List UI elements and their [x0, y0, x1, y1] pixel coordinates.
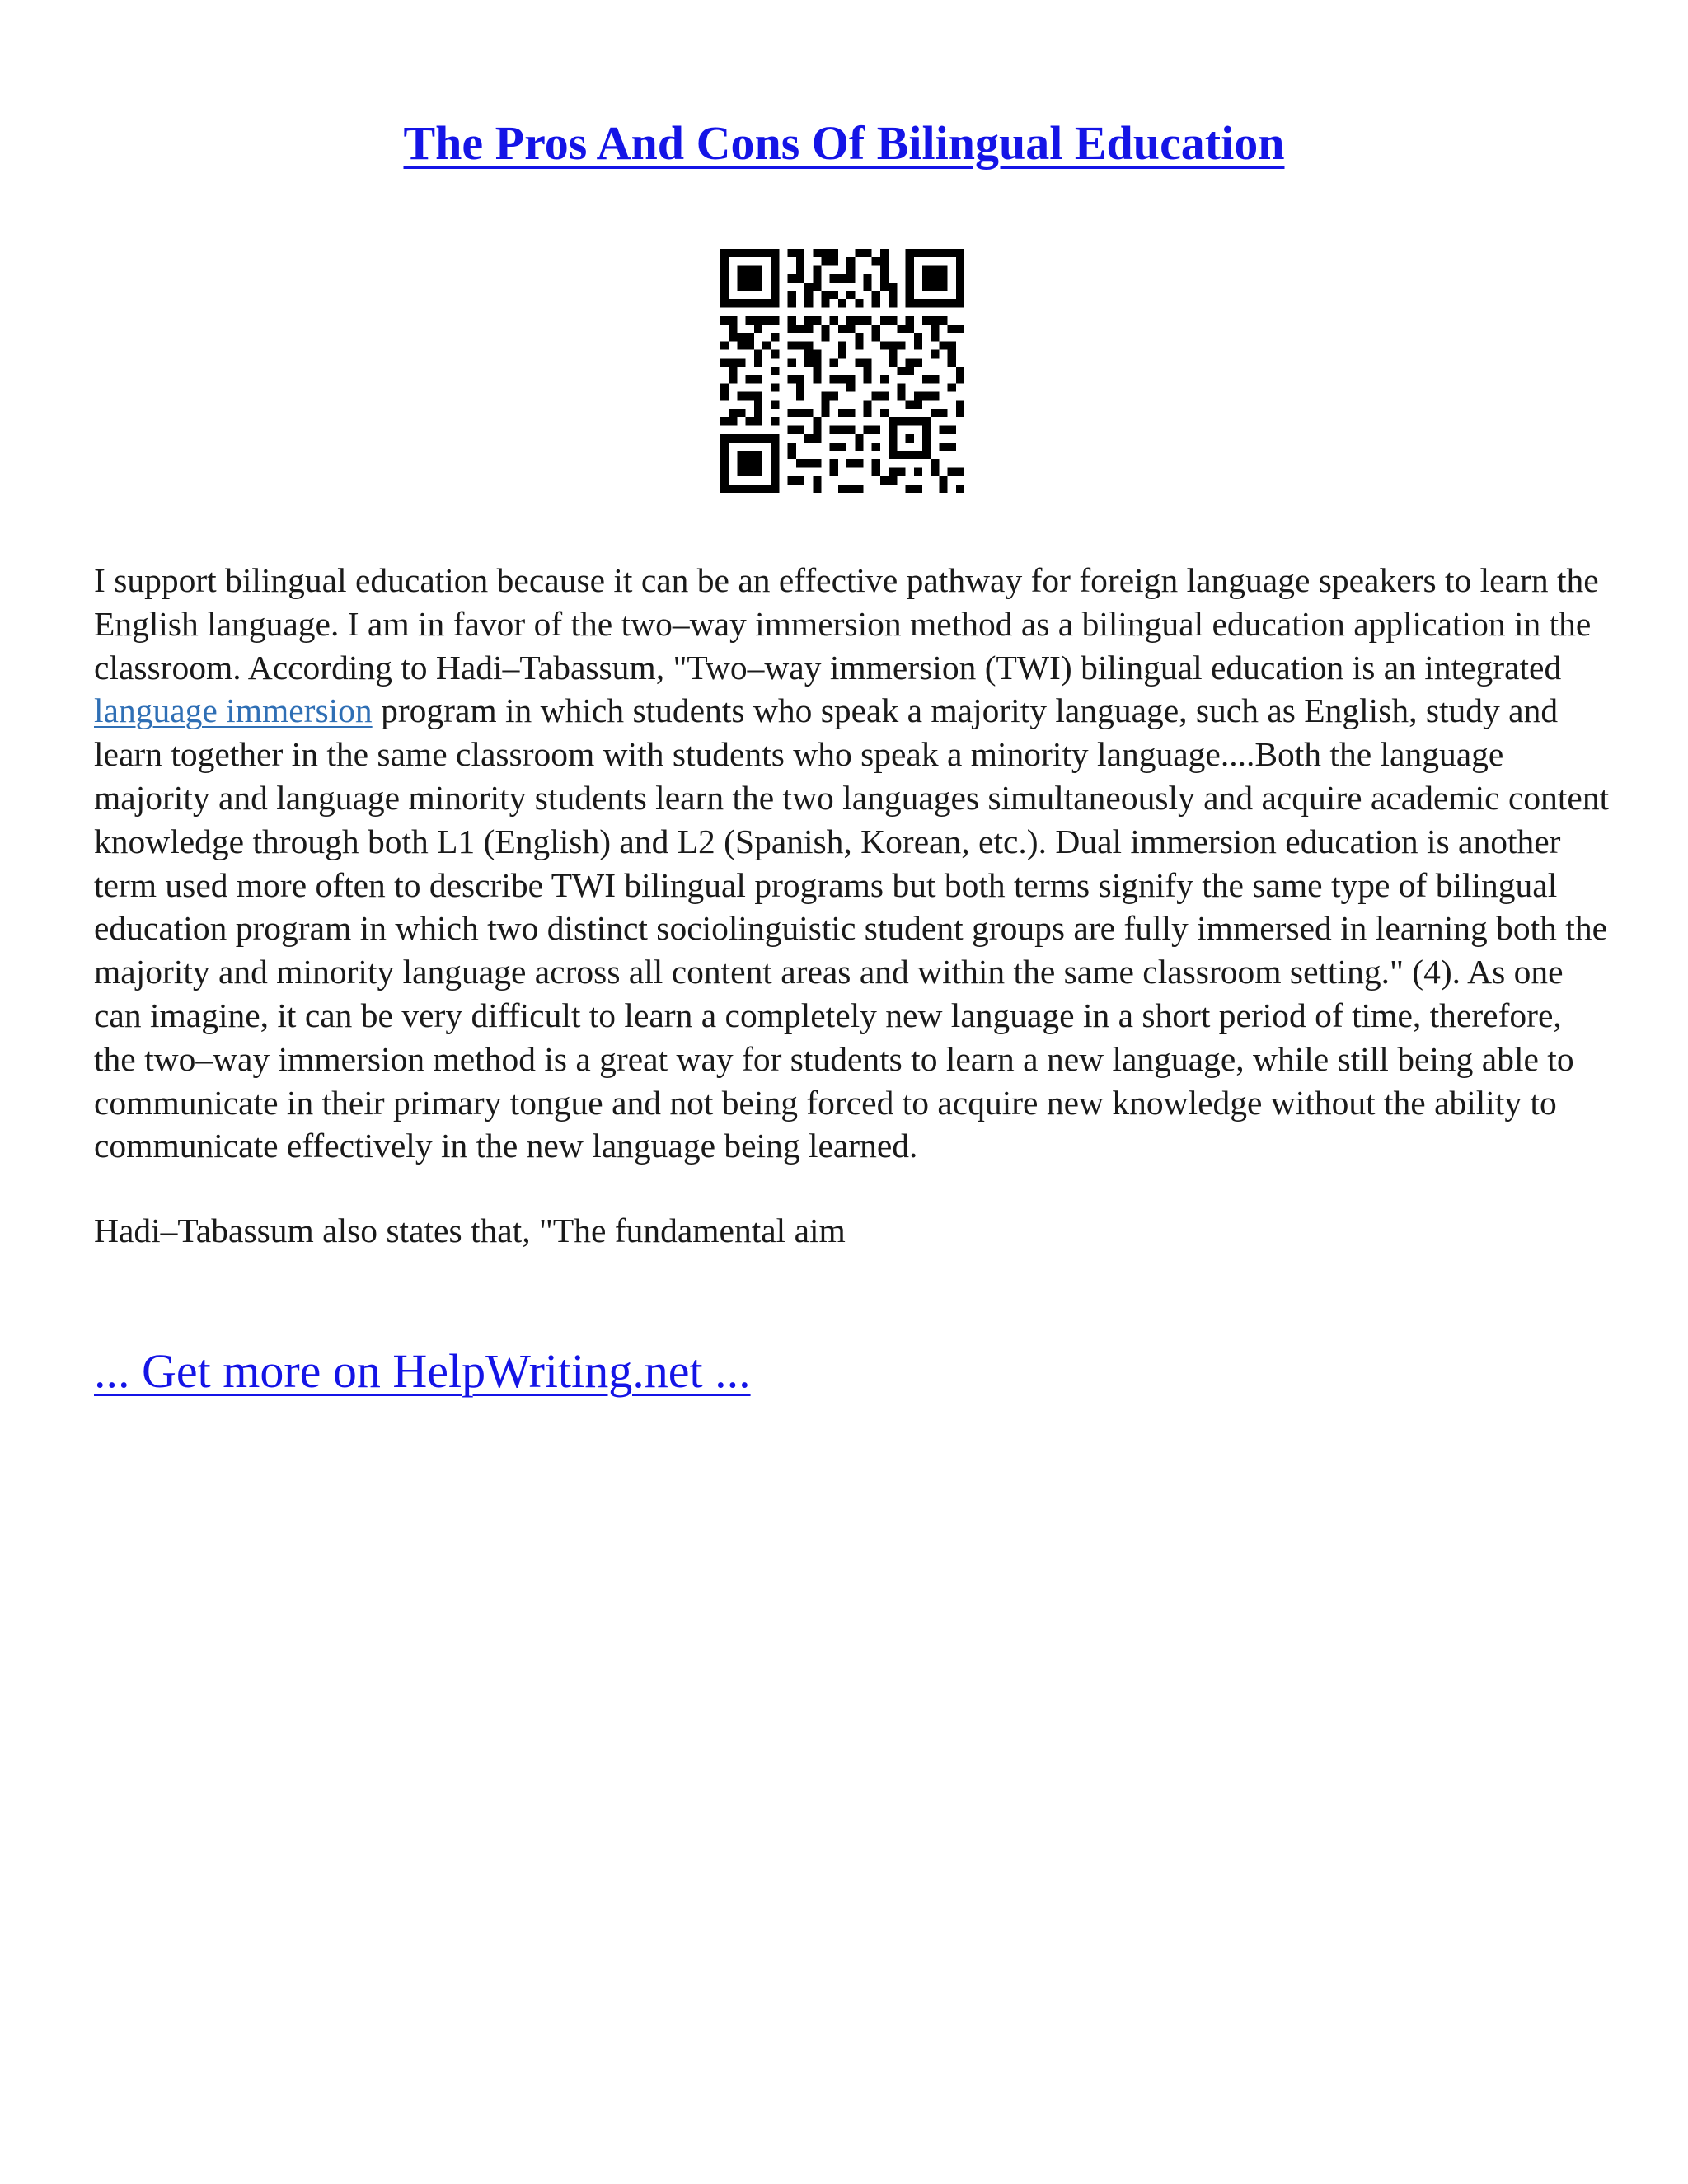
get-more-link[interactable]: ... Get more on HelpWriting.net ... [94, 1344, 751, 1398]
paragraph-1-text-after-link: program in which students who speak a majority language, such as English, study and learn together in the same classroom with students who speak a minority language....Both the language majority and language minority students learn the two languages simultaneously and acquire academic content knowledge through both L1 (English) and L2 (Spanish, Korean, etc.). Dual immersion education is another term used more often to describe TWI bilingual programs but both terms signify the same type of bilingual education program in which two distinct sociolinguistic student groups are fully immersed in learning both the majority and minority language across all content areas and within the same classroom setting." (4). As one can imagine, it can be very difficult to learn a completely new language in a short period of time, therefore, the two–way immersion method is a great way for students to learn a new language, while still being able to communicate in their primary tongue and not being forced to acquire new knowledge without the ability to communicate effectively in the new language being learned. [94, 691, 1610, 1165]
document-title-link[interactable]: The Pros And Cons Of Bilingual Education [403, 116, 1285, 170]
paragraph-1-text-before-link: I support bilingual education because it can be an effective pathway for foreign language speakers to learn the English language. I am in favor of the two–way immersion method as a bilingual education application in the classroom. According to Hadi–Tabassum, "Two–way immersion (TWI) bilingual education is an integrated [94, 561, 1599, 687]
language-immersion-link[interactable]: language immersion [94, 691, 373, 730]
body-paragraph-2: Hadi–Tabassum also states that, "The fundamental aim [94, 1212, 846, 1250]
qr-code-icon [720, 249, 964, 493]
body-paragraph-1 [94, 559, 1611, 1168]
article-body [94, 559, 1611, 1253]
